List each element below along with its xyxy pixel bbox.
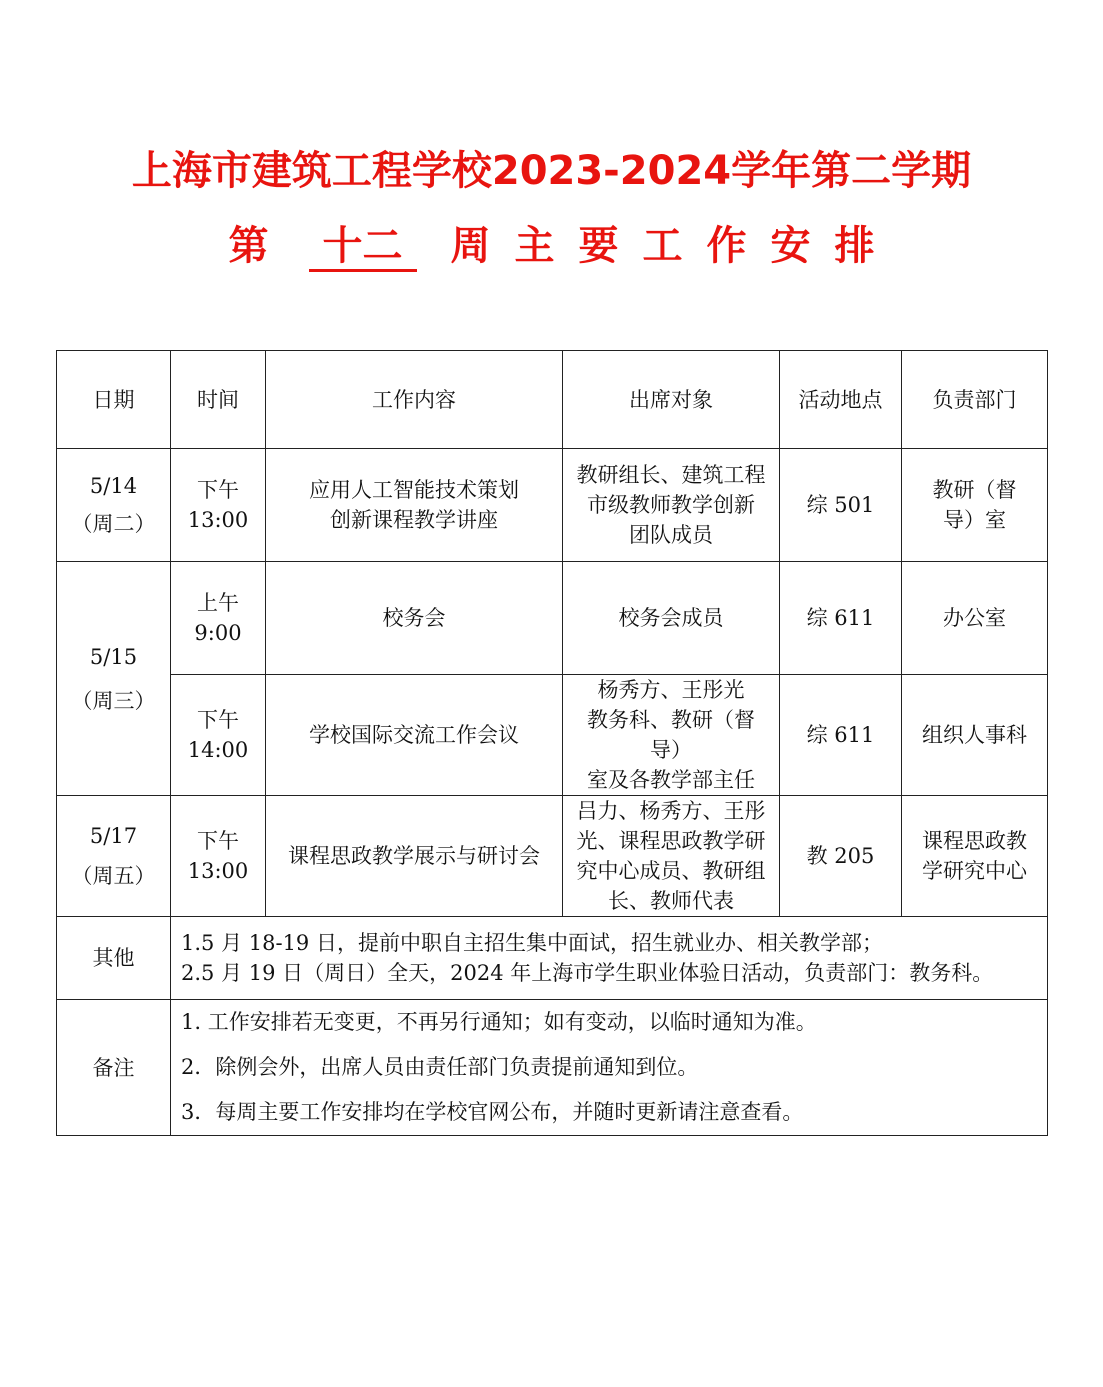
attendees-cell: 校务会成员 [563, 562, 780, 675]
date-cell: 5/14 （周二） [57, 449, 171, 562]
week-suffix-char: 周 [450, 223, 491, 269]
date-cell: 5/17 （周五） [57, 796, 171, 917]
week-suffix-char: 安 [770, 223, 811, 269]
week-suffix-char: 排 [834, 223, 875, 269]
document-title: 上海市建筑工程学校2023-2024学年第二学期 [131, 148, 972, 194]
column-header-location: 活动地点 [780, 351, 902, 449]
content-cell: 校务会 [266, 562, 563, 675]
time-cell: 上午 9:00 [171, 562, 266, 675]
note-line: 2．除例会外，出席人员由责任部门负责提前通知到位。 [181, 1055, 699, 1079]
department-cell: 课程思政教 学研究中心 [902, 796, 1048, 917]
week-suffix-char: 主 [514, 223, 555, 269]
location-cell: 综 501 [780, 449, 902, 562]
week-number: 十二 [309, 223, 417, 272]
other-label: 其他 [57, 917, 171, 1000]
content-cell: 课程思政教学展示与研讨会 [266, 796, 563, 917]
week-title [0, 218, 1103, 274]
content-cell: 应用人工智能技术策划 创新课程教学讲座 [266, 449, 563, 562]
other-line: 1.5 月 18-19 日，提前中职自主招生集中面试，招生就业办、相关教学部； [181, 931, 883, 955]
notes-row [57, 1000, 1048, 1136]
note-line: 3．每周主要工作安排均在学校官网公布，并随时更新请注意查看。 [181, 1100, 804, 1124]
week-suffix-char: 作 [706, 223, 747, 269]
attendees-cell: 吕力、杨秀方、王彤 光、课程思政教学研 究中心成员、教研组 长、教师代表 [563, 796, 780, 917]
table-row [57, 796, 1048, 917]
note-line: 1. 工作安排若无变更，不再另行通知；如有变动，以临时通知为准。 [181, 1010, 817, 1034]
location-cell: 综 611 [780, 675, 902, 796]
table-row [57, 449, 1048, 562]
department-cell: 办公室 [902, 562, 1048, 675]
location-cell: 教 205 [780, 796, 902, 917]
attendees-cell: 杨秀方、王彤光 教务科、教研（督导） 室及各教学部主任 [563, 675, 780, 796]
table-header-row [57, 351, 1048, 449]
other-row [57, 917, 1048, 1000]
column-header-time: 时间 [171, 351, 266, 449]
department-cell: 教研（督 导）室 [902, 449, 1048, 562]
notes-content [171, 1000, 1048, 1136]
attendees-cell: 教研组长、建筑工程 市级教师教学创新 团队成员 [563, 449, 780, 562]
other-content [171, 917, 1048, 1000]
location-cell: 综 611 [780, 562, 902, 675]
notes-label: 备注 [57, 1000, 171, 1136]
week-suffix-char: 工 [642, 223, 683, 269]
department-cell: 组织人事科 [902, 675, 1048, 796]
week-suffix-char: 要 [578, 223, 619, 269]
time-cell: 下午 14:00 [171, 675, 266, 796]
time-cell: 下午 13:00 [171, 449, 266, 562]
content-cell: 学校国际交流工作会议 [266, 675, 563, 796]
column-header-content: 工作内容 [266, 351, 563, 449]
table-row [57, 675, 1048, 796]
week-prefix: 第 [228, 223, 269, 269]
table-row [57, 562, 1048, 675]
column-header-attendees: 出席对象 [563, 351, 780, 449]
other-line: 2.5 月 19 日（周日）全天，2024 年上海市学生职业体验日活动，负责部门：教务科。 [181, 961, 994, 985]
date-cell: 5/15 （周三） [57, 562, 171, 796]
column-header-date: 日期 [57, 351, 171, 449]
schedule-table [56, 350, 1048, 1136]
column-header-department: 负责部门 [902, 351, 1048, 449]
time-cell: 下午 13:00 [171, 796, 266, 917]
